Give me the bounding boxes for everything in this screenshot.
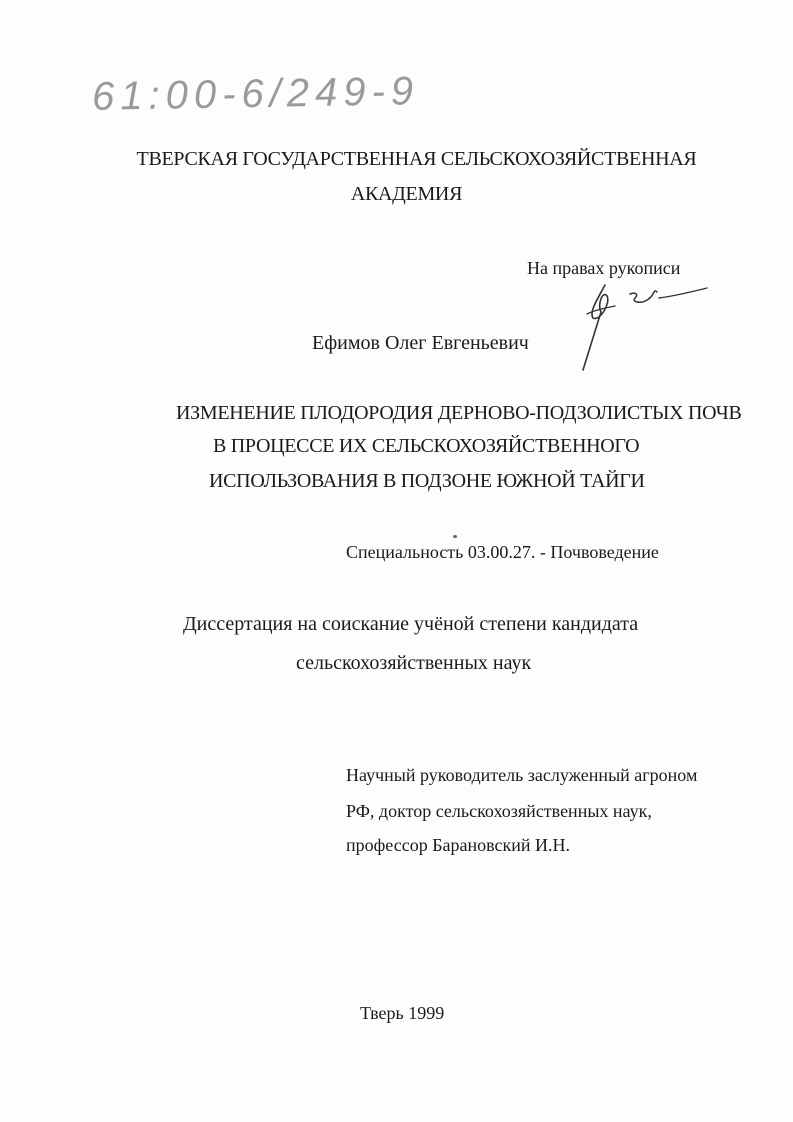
ink-speck bbox=[453, 535, 457, 538]
institution-line-1: ТВЕРСКАЯ ГОСУДАРСТВЕННАЯ СЕЛЬСКОХОЗЯЙСТВЕННАЯ bbox=[136, 148, 697, 170]
dissertation-line-1: Диссертация на соискание учёной степени кандидата bbox=[183, 613, 639, 635]
rights-note: На правах рукописи bbox=[527, 258, 681, 278]
specialty: Специальность 03.00.27. - Почвоведение bbox=[346, 542, 659, 562]
advisor-line-3: профессор Барановский И.Н. bbox=[346, 835, 571, 855]
title-line-2: В ПРОЦЕССЕ ИХ СЕЛЬСКОХОЗЯЙСТВЕННОГО bbox=[213, 435, 640, 457]
handwritten-signature bbox=[575, 270, 715, 380]
dissertation-line-2: сельскохозяйственных наук bbox=[296, 652, 532, 674]
advisor-line-2: РФ, доктор сельскохозяйственных наук, bbox=[346, 801, 652, 821]
institution-line-2: АКАДЕМИЯ bbox=[350, 183, 463, 205]
city-year: Тверь 1999 bbox=[360, 1003, 445, 1023]
advisor-line-1: Научный руководитель заслуженный агроном bbox=[346, 765, 698, 785]
author-name: Ефимов Олег Евгеньевич bbox=[312, 332, 529, 354]
title-line-1: ИЗМЕНЕНИЕ ПЛОДОРОДИЯ ДЕРНОВО-ПОДЗОЛИСТЫХ ПОЧВ bbox=[176, 402, 742, 424]
title-line-3: ИСПОЛЬЗОВАНИЯ В ПОДЗОНЕ ЮЖНОЙ ТАЙГИ bbox=[209, 470, 645, 492]
archive-stamp: 61:00-6/249-9 bbox=[91, 69, 420, 119]
